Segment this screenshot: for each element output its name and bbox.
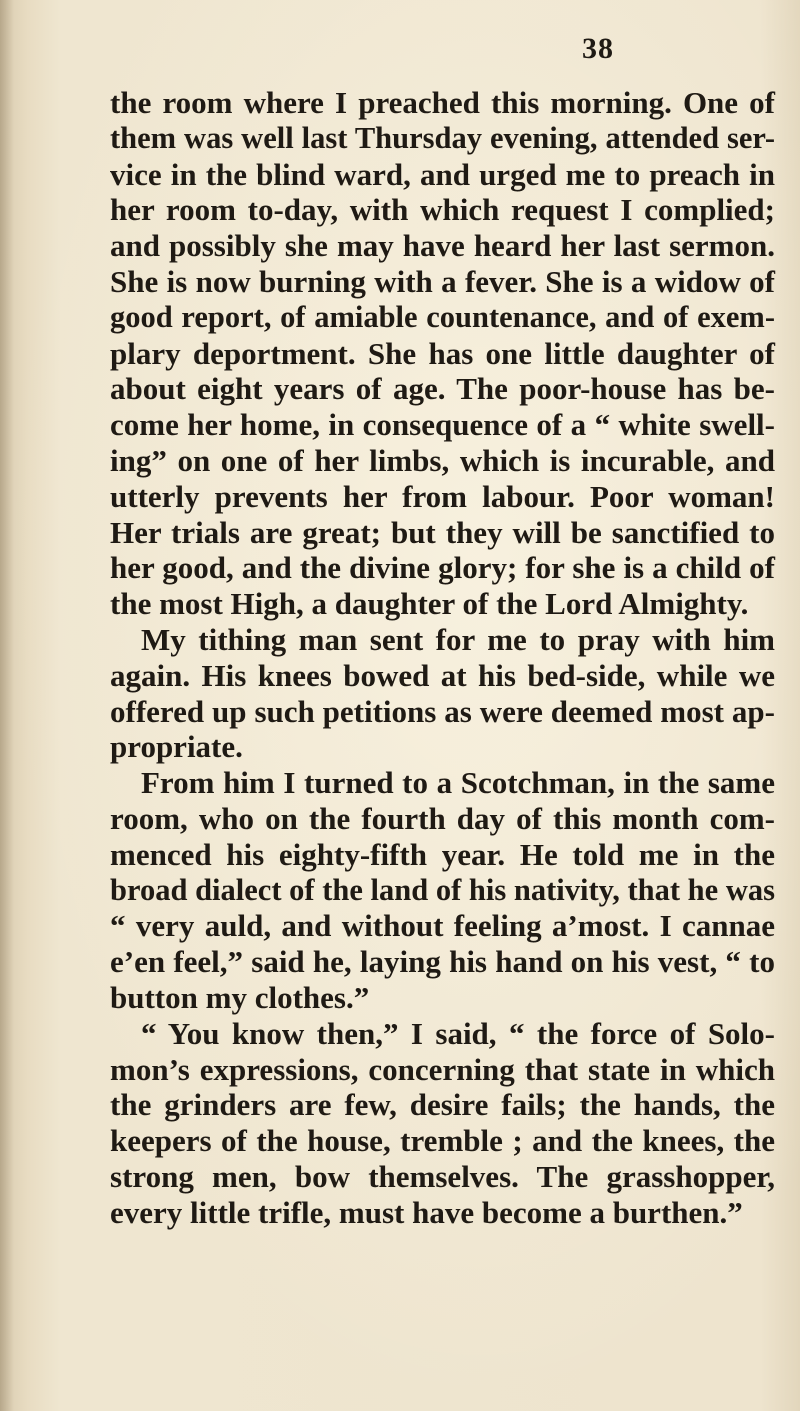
text-line: ing” on one of her limbs, which is incurable, and [110, 442, 775, 478]
text-line: Her trials are great; but they will be sanctified to [110, 514, 775, 550]
text-line: her good, and the divine glory; for she is a child of [110, 550, 775, 586]
text-line: “ You know then,” I said, “ the force of Solo- [141, 1015, 775, 1051]
text-line: button my clothes.” [110, 979, 370, 1015]
text-line: utterly prevents her from labour. Poor woman! [110, 478, 775, 514]
text-line: offered up such petitions as were deemed most ap- [110, 693, 775, 729]
text-line: plary deportment. She has one little daughter of [110, 335, 775, 371]
text-line: e’en feel,” said he, laying his hand on his vest, “ to [110, 944, 775, 980]
text-line: room, who on the fourth day of this month com- [110, 800, 775, 836]
text-line: good report, of amiable countenance, and of exem- [110, 299, 775, 334]
text-line: keepers of the house, tremble ; and the knees, the [110, 1123, 775, 1159]
text-line: propriate. [110, 729, 243, 765]
body-text [110, 85, 775, 1231]
text-line: strong men, bow themselves. The grasshopper, [110, 1158, 775, 1194]
text-line: the room where I preached this morning. One of [110, 85, 775, 120]
text-line: vice in the blind ward, and urged me to preach in [110, 156, 775, 192]
text-line: From him I turned to a Scotchman, in the same [141, 765, 775, 801]
page-number: 38 [582, 32, 614, 65]
text-line: again. His knees bowed at his bed-side, while we [110, 657, 775, 693]
text-line: My tithing man sent for me to pray with him [141, 621, 775, 657]
text-line: the most High, a daughter of the Lord Almighty. [110, 586, 749, 622]
text-line: She is now burning with a fever. She is a widow of [110, 263, 775, 299]
text-line: her room to-day, with which request I complied; [110, 192, 775, 228]
text-line: come her home, in consequence of a “ white swell- [110, 407, 775, 443]
text-line: about eight years of age. The poor-house has be- [110, 371, 775, 407]
binding-shadow [0, 0, 14, 1411]
text-line: menced his eighty-fifth year. He told me in the [110, 836, 775, 872]
text-line: mon’s expressions, concerning that state in which [110, 1051, 775, 1087]
text-line: broad dialect of the land of his nativity, that he was [110, 872, 775, 907]
text-line: the grinders are few, desire fails; the hands, the [110, 1087, 775, 1123]
text-line: them was well last Thursday evening, attended ser- [110, 120, 775, 155]
text-line: every little trifle, must have become a burthen.” [110, 1194, 743, 1230]
text-line: and possibly she may have heard her last sermon. [110, 228, 775, 264]
text-line: “ very auld, and without feeling a’most. I cannae [110, 908, 775, 944]
